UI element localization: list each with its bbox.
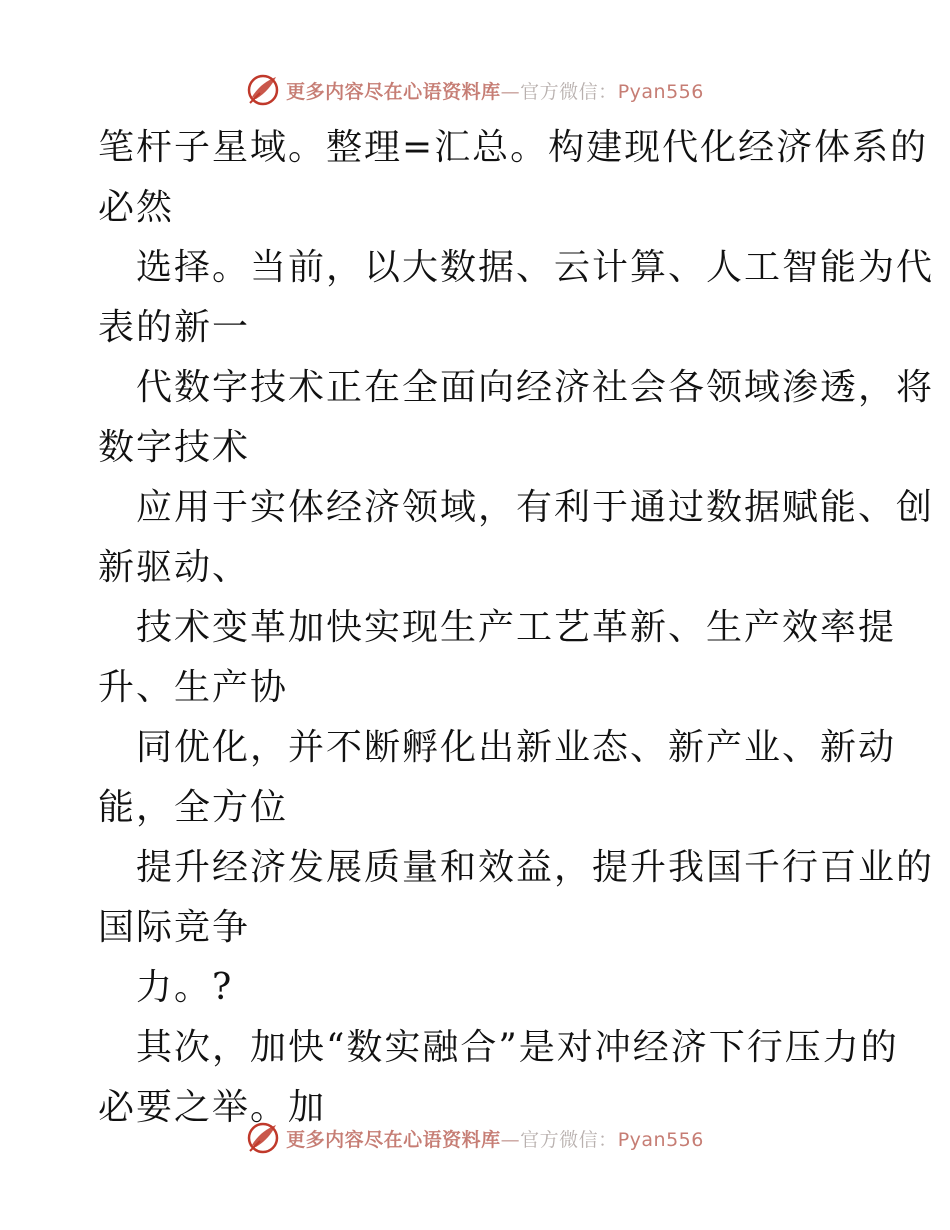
footer-separator: —: [500, 1128, 521, 1151]
text-line: 选择。当前，以大数据、云计算、人工智能为代: [136, 247, 935, 288]
document-body: [98, 118, 935, 1138]
text-line: 国际竞争: [98, 907, 251, 948]
footer-watermark: [0, 1118, 950, 1158]
text-line: 代数字技术正在全面向经济社会各领域渗透，将: [136, 367, 935, 408]
text-line: 新驱动、: [98, 547, 251, 588]
header-handle: Pyan556: [617, 80, 704, 103]
header-watermark: [0, 70, 950, 110]
footer-wechat-label: 官方微信：: [520, 1128, 618, 1151]
text-line: 升、生产协: [98, 667, 289, 708]
text-line: 提升经济发展质量和效益，提升我国千行百业的: [136, 847, 935, 888]
quill-logo-icon: [246, 1121, 280, 1155]
header-brand: 更多内容尽在心语资料库: [286, 80, 501, 103]
text-line: 其次，加快“数实融合”是对冲经济下行压力的: [136, 1027, 899, 1068]
quill-logo-icon: [246, 73, 280, 107]
footer-brand: 更多内容尽在心语资料库: [286, 1128, 501, 1151]
header-watermark-inner: [246, 73, 704, 107]
header-wechat-label: 官方微信：: [520, 80, 618, 103]
text-line: 力。?: [136, 967, 234, 1008]
text-line: 必然: [98, 187, 175, 228]
footer-watermark-inner: [246, 1121, 704, 1155]
text-line: 数字技术: [98, 427, 251, 468]
text-line: 应用于实体经济领域，有利于通过数据赋能、创: [136, 487, 935, 528]
text-line: 笔杆子星域。整理=汇总。构建现代化经济体系的: [98, 127, 929, 168]
text-line: 能，全方位: [98, 787, 289, 828]
text-line: 必要之举。加: [98, 1087, 327, 1128]
text-line: 技术变革加快实现生产工艺革新、生产效率提: [136, 607, 897, 648]
footer-handle: Pyan556: [617, 1128, 704, 1151]
header-separator: —: [500, 80, 521, 103]
text-line: 同优化，并不断孵化出新业态、新产业、新动: [136, 727, 897, 768]
header-watermark-text: [286, 77, 704, 104]
text-line: 表的新一: [98, 307, 251, 348]
footer-watermark-text: [286, 1125, 704, 1152]
